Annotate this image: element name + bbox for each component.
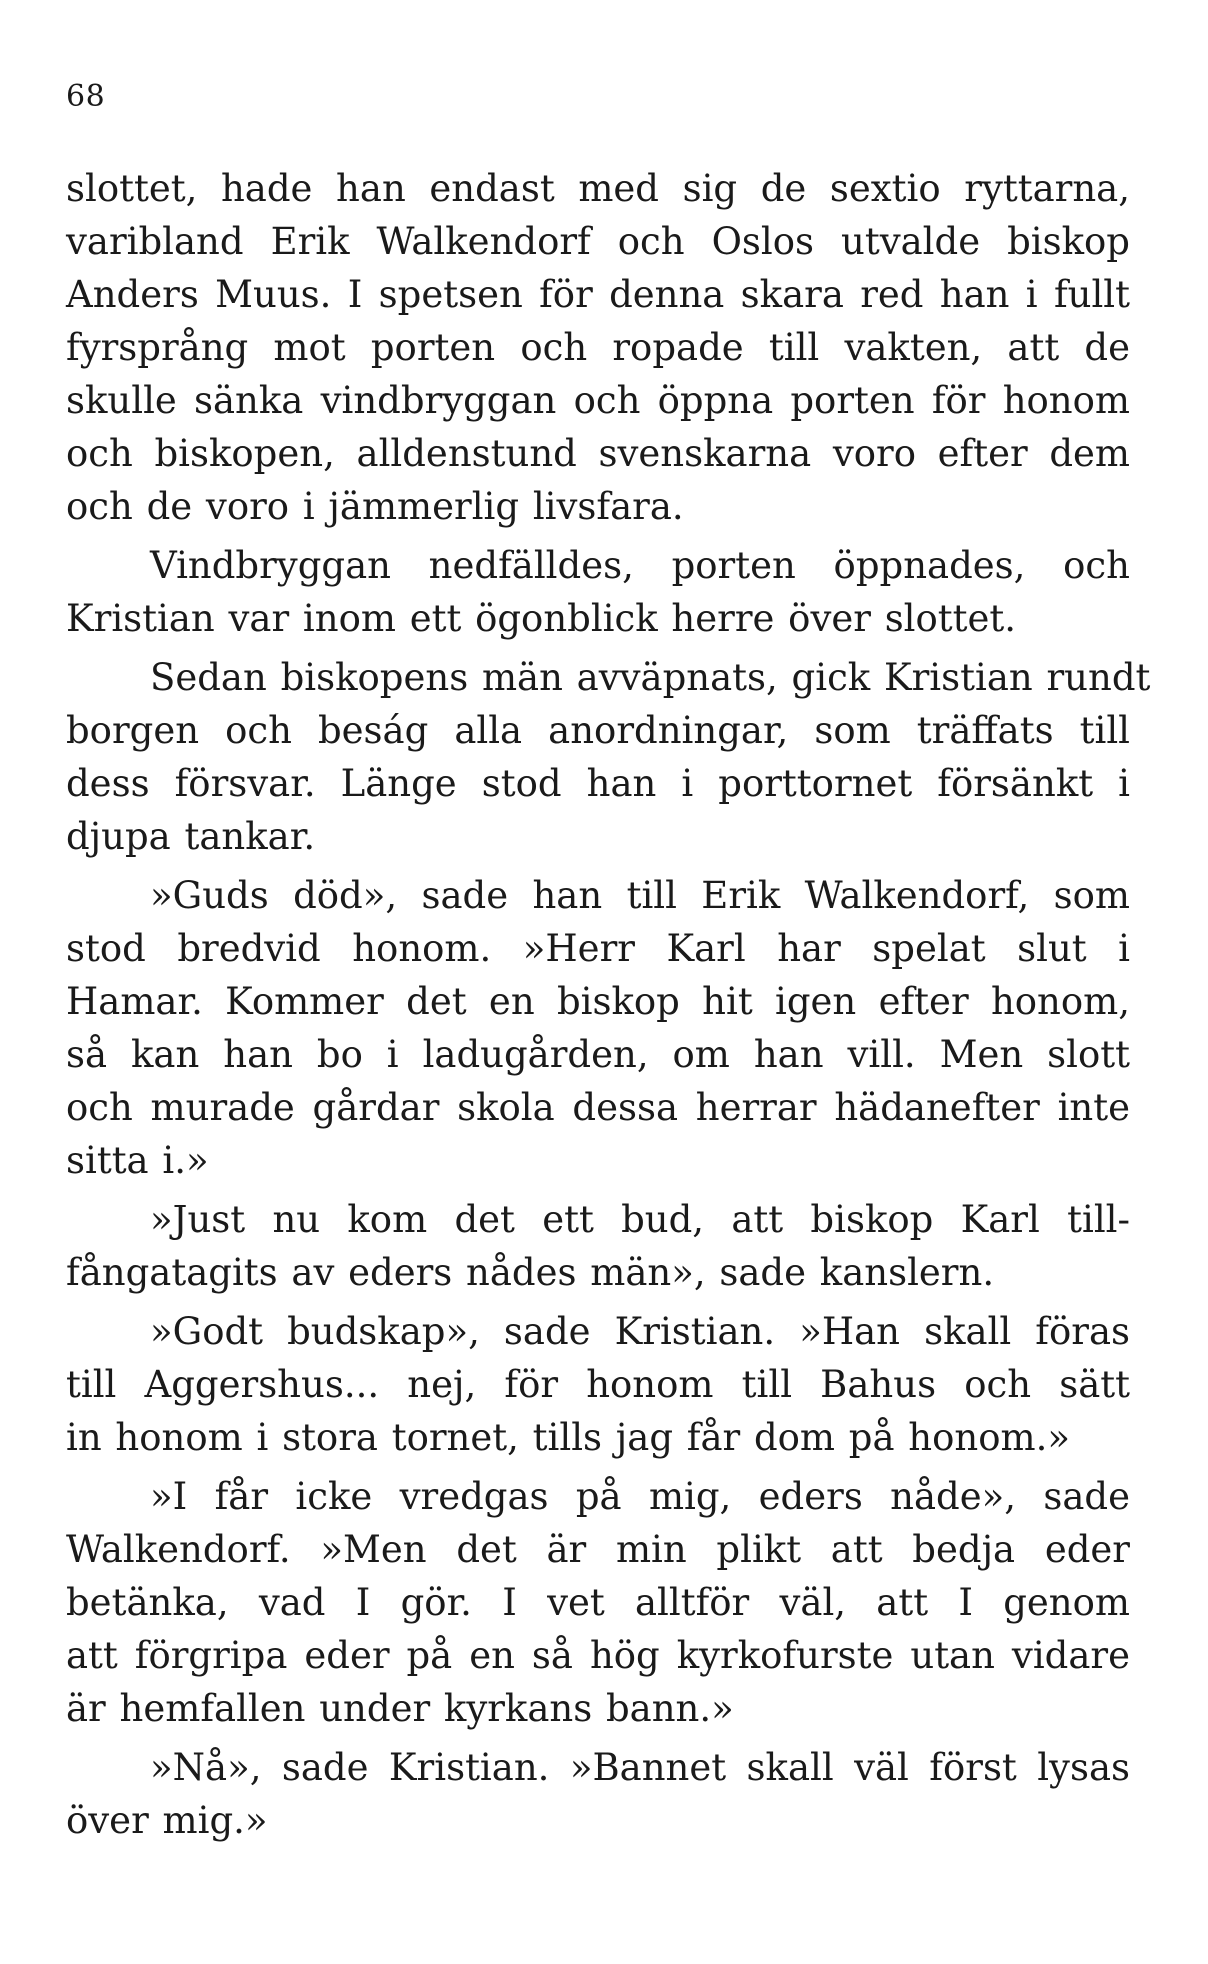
text-line: »Guds död», sade han till Erik Walkendorf, som <box>150 874 1130 917</box>
text-line: Hamar. Kommer det en biskop hit igen efter honom, <box>66 980 1130 1023</box>
text-line: skulle sänka vindbryggan och öppna porten för honom <box>66 379 1130 422</box>
paragraph <box>66 869 1130 1187</box>
text-line: stod bredvid honom. »Herr Karl har spelat slut i <box>66 927 1130 970</box>
text-line: och de voro i jämmerlig livsfara. <box>66 485 684 528</box>
text-line: »Just nu kom det ett bud, att biskop Karl till- <box>150 1198 1130 1241</box>
text-line: sitta i.» <box>66 1139 209 1182</box>
text-line: Sedan biskopens män avväpnats, gick Kristian rundt <box>150 656 1151 699</box>
text-line: Walkendorf. »Men det är min plikt att bedja eder <box>66 1528 1130 1571</box>
text-line: fångatagits av eders nådes män», sade kanslern. <box>66 1251 995 1294</box>
text-line: att förgripa eder på en så hög kyrkofurste utan vidare <box>66 1634 1130 1677</box>
text-line: och murade gårdar skola dessa herrar hädanefter inte <box>66 1086 1130 1129</box>
text-line: varibland Erik Walkendorf och Oslos utvalde biskop <box>66 220 1130 263</box>
text-line: och biskopen, alldenstund svenskarna voro efter dem <box>66 432 1130 475</box>
paragraph <box>66 1470 1130 1735</box>
text-line: djupa tankar. <box>66 815 316 858</box>
paragraph <box>66 1305 1130 1464</box>
paragraph <box>66 1193 1130 1299</box>
text-line: »Nå», sade Kristian. »Bannet skall väl först lysas <box>150 1746 1130 1789</box>
text-line: betänka, vad I gör. I vet alltför väl, att I genom <box>66 1581 1130 1624</box>
paragraph <box>66 1741 1130 1847</box>
page-number: 68 <box>66 79 106 114</box>
text-line: borgen och beság alla anordningar, som träffats till <box>66 709 1130 752</box>
text-line: till Aggershus... nej, för honom till Bahus och sätt <box>66 1363 1130 1406</box>
text-line: dess försvar. Länge stod han i porttornet försänkt i <box>66 762 1130 805</box>
paragraph <box>66 162 1130 533</box>
text-line: »Godt budskap», sade Kristian. »Han skall föras <box>150 1310 1130 1353</box>
text-line: Kristian var inom ett ögonblick herre över slottet. <box>66 597 1017 640</box>
text-line: Vindbryggan nedfälldes, porten öppnades, och <box>150 544 1130 587</box>
text-line: är hemfallen under kyrkans bann.» <box>66 1687 734 1730</box>
text-line: fyrsprång mot porten och ropade till vakten, att de <box>66 326 1130 369</box>
text-line: så kan han bo i ladugården, om han vill. Men slott <box>66 1033 1130 1076</box>
paragraph <box>66 651 1151 863</box>
text-line: in honom i stora tornet, tills jag får dom på honom.» <box>66 1416 1070 1459</box>
paragraph <box>66 539 1130 645</box>
text-line: »I får icke vredgas på mig, eders nåde», sade <box>150 1475 1130 1518</box>
body-text <box>66 162 1151 1853</box>
text-line: slottet, hade han endast med sig de sextio ryttarna, <box>66 167 1130 210</box>
text-line: Anders Muus. I spetsen för denna skara red han i fullt <box>66 273 1130 316</box>
text-line: över mig.» <box>66 1799 268 1842</box>
